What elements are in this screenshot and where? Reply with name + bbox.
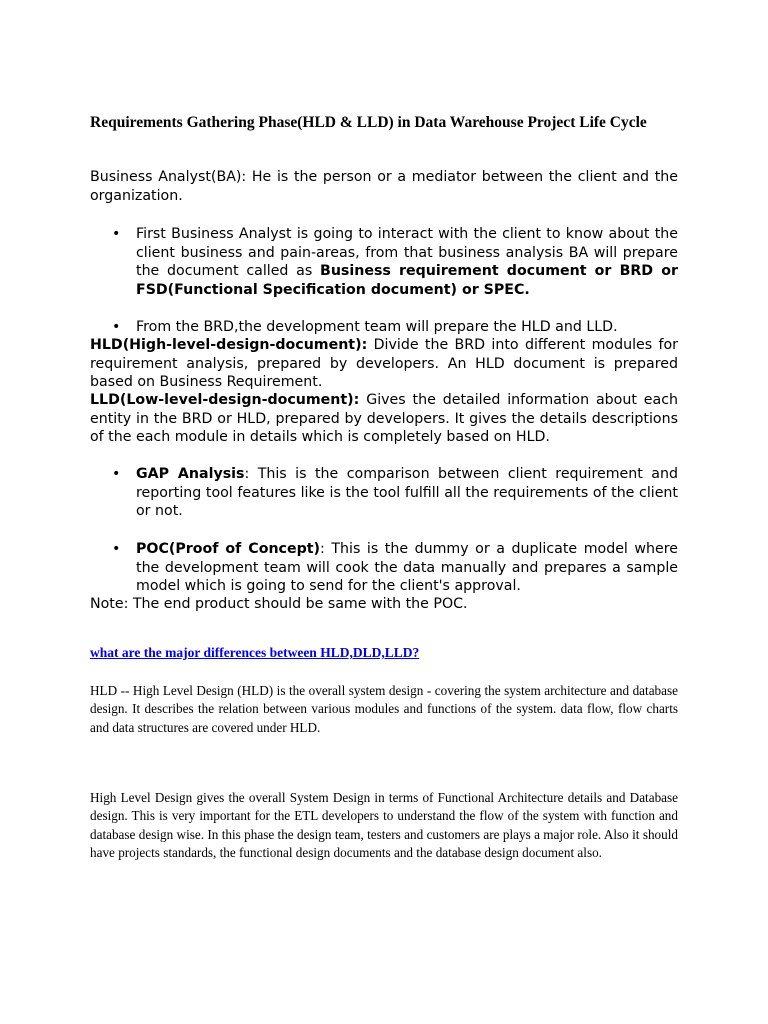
bullet-hld-lld — [112, 318, 678, 337]
gap-text: : This is the comparison between client requirement and reporting tool features like is the tool fulfill all the requirements of the client or not. — [136, 466, 679, 519]
bullet-dot: • — [112, 226, 121, 242]
hld-definition — [90, 336, 678, 392]
bullet-brd-text — [136, 225, 678, 299]
gap-text-block — [136, 465, 678, 521]
hld-overview-paragraph: HLD -- High Level Design (HLD) is the overall system design - covering the system architecture and database design. It describes the relation between various modules and functions of the system. data flow, flow charts and data structures are covered under HLD. — [90, 683, 678, 735]
hld-details-paragraph: High Level Design gives the overall System Design in terms of Functional Architecture details and Database design. This is very important for the ETL developers to understand the flow of the system with function and database design wise. In this phase the design team, testers and customers are plays a major role. Also it should have projects standards, the functional design documents and the database design document also. — [90, 790, 678, 860]
bullet-brd-bold: Business requirement document or BRD or FSD(Functional Specification document) or SPEC. — [136, 263, 678, 298]
bullet-brd-body: First Business Analyst is going to interact with the client to know about the client business and pain-areas, from that business analysis BA will prepare the document called as — [136, 226, 678, 279]
hld-dld-lld-differences-link[interactable]: what are the major differences between HLD,DLD,LLD? — [90, 645, 420, 660]
lld-definition — [90, 391, 678, 447]
poc-text: : This is the dummy or a duplicate model where the development team will cook the data manually and prepares a sample model which is going to send for the client's approval. — [136, 541, 678, 594]
bullet-dot: • — [112, 319, 121, 335]
note-line: Note: The end product should be same with the POC. — [90, 596, 468, 612]
bullet-dot: • — [112, 541, 121, 557]
ba-intro-paragraph: Business Analyst(BA): He is the person or a mediator between the client and the organization. — [90, 169, 678, 204]
hld-label: HLD(High-level-design-document): — [90, 337, 368, 353]
bullet-poc — [112, 540, 678, 596]
bullet-hld-lld-text: From the BRD,the development team will prepare the HLD and LLD. — [136, 319, 618, 335]
document-title: Requirements Gathering Phase(HLD & LLD) in Data Warehouse Project Life Cycle — [90, 114, 647, 131]
bullet-gap-analysis — [112, 465, 678, 521]
gap-label: GAP Analysis — [136, 466, 245, 482]
bullet-dot: • — [112, 466, 121, 482]
lld-text: Gives the detailed information about each entity in the BRD or HLD, prepared by developers. It gives the details descriptions of the each module in details which is completely based on HLD. — [90, 392, 678, 445]
lld-label: LLD(Low-level-design-document): — [90, 392, 360, 408]
hld-text: Divide the BRD into different modules for requirement analysis, prepared by developers. An HLD document is prepared based on Business Requirement. — [90, 337, 678, 390]
poc-label: POC(Proof of Concept) — [136, 541, 321, 557]
bullet-brd — [112, 225, 678, 299]
poc-text-block — [136, 540, 678, 596]
